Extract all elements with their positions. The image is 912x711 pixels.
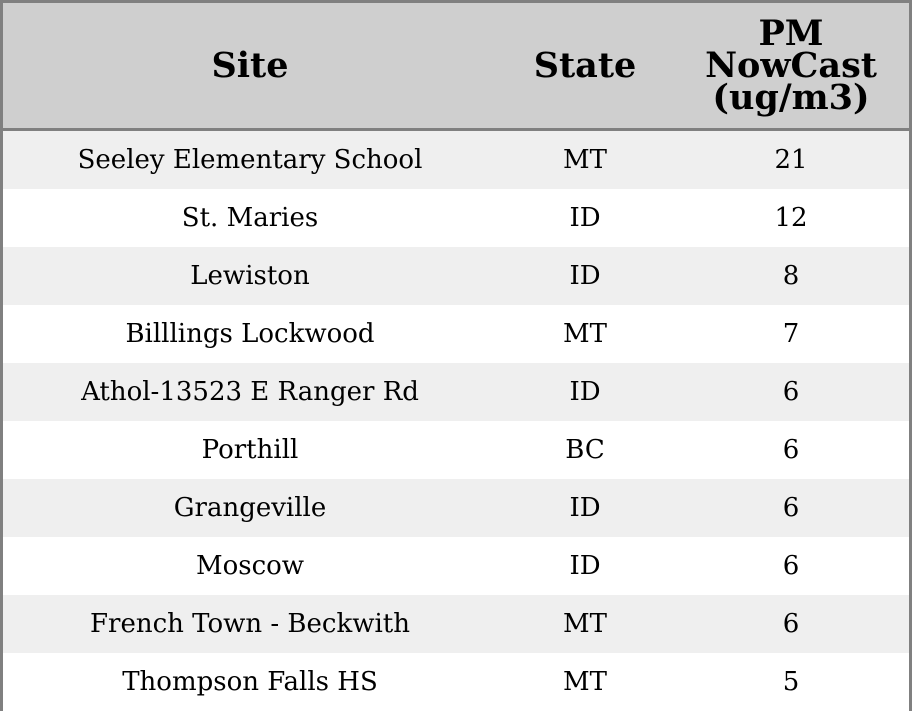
cell-pm-nowcast: 6	[673, 479, 909, 537]
cell-pm-nowcast: 6	[673, 595, 909, 653]
cell-site: Porthill	[3, 421, 497, 479]
column-header-site: Site	[3, 3, 497, 130]
cell-state: ID	[497, 363, 673, 421]
cell-state: MT	[497, 305, 673, 363]
cell-pm-nowcast: 12	[673, 189, 909, 247]
cell-site: Thompson Falls HS	[3, 653, 497, 711]
table-header	[3, 3, 909, 130]
cell-site: Seeley Elementary School	[3, 130, 497, 190]
cell-state: ID	[497, 479, 673, 537]
cell-site: Lewiston	[3, 247, 497, 305]
cell-state: ID	[497, 537, 673, 595]
cell-site: Billlings Lockwood	[3, 305, 497, 363]
cell-site: Athol-13523 E Ranger Rd	[3, 363, 497, 421]
cell-site: Moscow	[3, 537, 497, 595]
cell-pm-nowcast: 6	[673, 421, 909, 479]
pm-nowcast-table	[3, 3, 909, 711]
pm-header-line-1: PM	[758, 12, 824, 54]
cell-state: MT	[497, 653, 673, 711]
cell-site: St. Maries	[3, 189, 497, 247]
cell-pm-nowcast: 8	[673, 247, 909, 305]
cell-pm-nowcast: 7	[673, 305, 909, 363]
cell-state: BC	[497, 421, 673, 479]
table-row	[3, 595, 909, 653]
cell-state: MT	[497, 595, 673, 653]
table-row	[3, 479, 909, 537]
cell-site: French Town - Beckwith	[3, 595, 497, 653]
table-row	[3, 653, 909, 711]
cell-pm-nowcast: 5	[673, 653, 909, 711]
cell-pm-nowcast: 6	[673, 363, 909, 421]
table-body	[3, 130, 909, 711]
cell-site: Grangeville	[3, 479, 497, 537]
table-row	[3, 189, 909, 247]
table-row	[3, 305, 909, 363]
cell-state: MT	[497, 130, 673, 190]
cell-state: ID	[497, 189, 673, 247]
header-row	[3, 3, 909, 130]
table-row	[3, 537, 909, 595]
table-row	[3, 247, 909, 305]
cell-pm-nowcast: 6	[673, 537, 909, 595]
cell-state: ID	[497, 247, 673, 305]
column-header-state: State	[497, 3, 673, 130]
table-row	[3, 130, 909, 190]
column-header-pm-nowcast	[673, 3, 909, 130]
table-row	[3, 363, 909, 421]
pm-header-line-2: NowCast	[705, 44, 877, 86]
table-row	[3, 421, 909, 479]
cell-pm-nowcast: 21	[673, 130, 909, 190]
pm-header-line-3: (ug/m3)	[712, 76, 870, 118]
